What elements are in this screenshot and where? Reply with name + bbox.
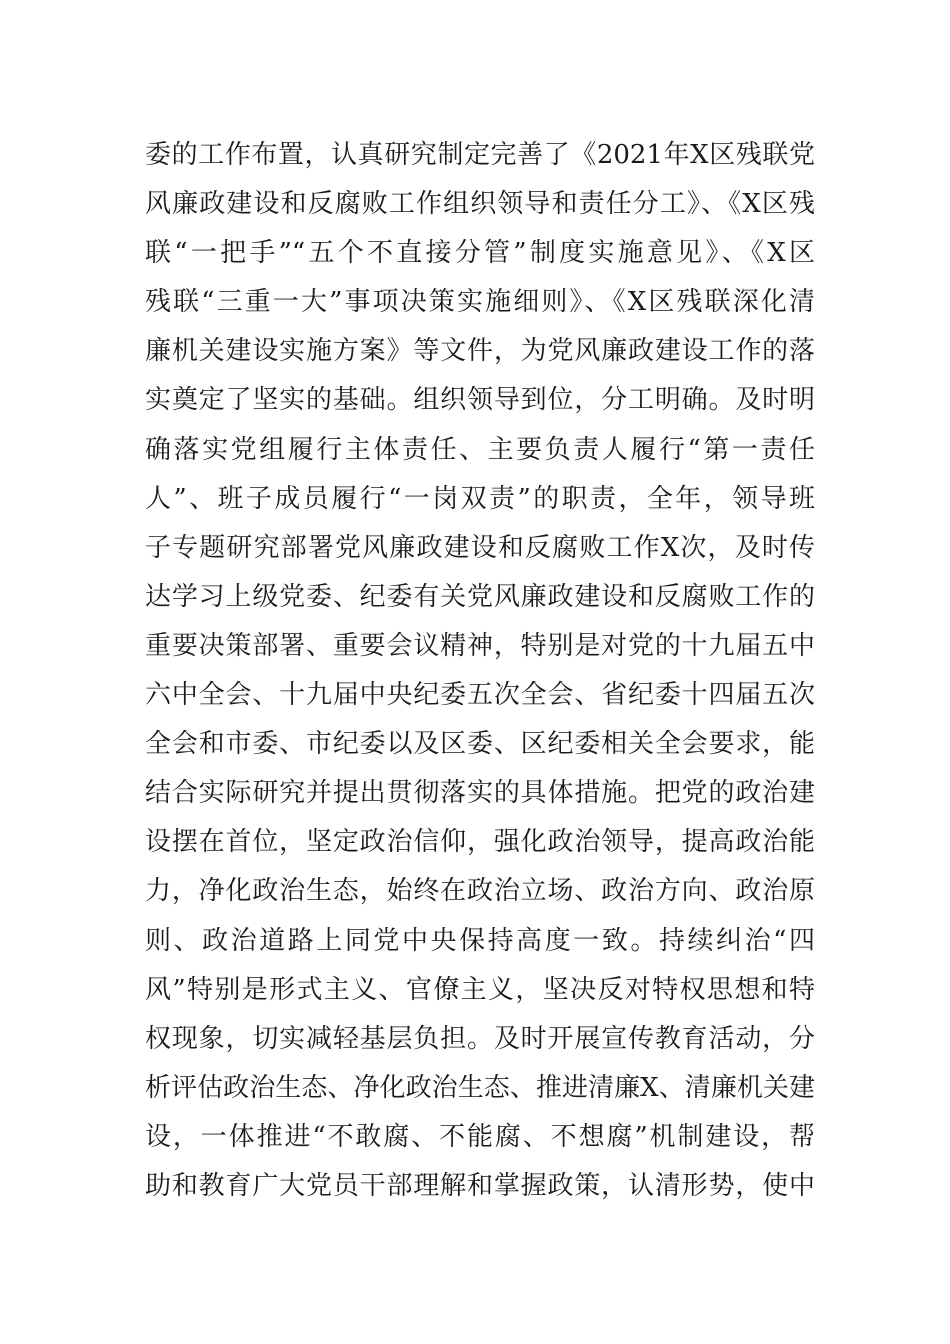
text-line: 权现象，切实减轻基层负担。及时开展宣传教育活动，分 — [145, 1023, 815, 1054]
body-paragraph — [145, 131, 815, 1211]
text-line: 设，一体推进“不敢腐、不能腐、不想腐”机制建设，帮 — [145, 1121, 815, 1152]
text-line: 设摆在首位，坚定政治信仰，强化政治领导，提高政治能 — [145, 827, 815, 858]
text-line: 达学习上级党委、纪委有关党风廉政建设和反腐败工作的 — [145, 581, 815, 612]
text-line: 重要决策部署、重要会议精神，特别是对党的十九届五中 — [145, 630, 815, 661]
text-line: 六中全会、十九届中央纪委五次全会、省纪委十四届五次 — [145, 680, 815, 711]
text-line: 委的工作布置，认真研究制定完善了《2021年X区残联党 — [145, 140, 815, 170]
text-line: 联“一把手”“五个不直接分管”制度实施意见》、《X区 — [145, 238, 815, 269]
text-line: 实奠定了坚实的基础。组织领导到位，分工明确。及时明 — [145, 385, 815, 416]
text-line: 力，净化政治生态，始终在政治立场、政治方向、政治原 — [145, 876, 815, 907]
text-line: 则、政治道路上同党中央保持高度一致。持续纠治“四 — [145, 925, 815, 956]
text-line: 子专题研究部署党风廉政建设和反腐败工作X次，及时传 — [145, 532, 815, 563]
text-line: 确落实党组履行主体责任、主要负责人履行“第一责任 — [145, 434, 815, 465]
text-line: 风廉政建设和反腐败工作组织领导和责任分工》、《X区残 — [145, 189, 815, 220]
text-line: 风”特别是形式主义、官僚主义，坚决反对特权思想和特 — [145, 974, 815, 1005]
text-line: 析评估政治生态、净化政治生态、推进清廉X、清廉机关建 — [145, 1072, 815, 1103]
text-line: 全会和市委、市纪委以及区委、区纪委相关全会要求，能 — [145, 729, 815, 760]
text-line: 结合实际研究并提出贯彻落实的具体措施。把党的政治建 — [145, 778, 815, 809]
text-line: 人”、班子成员履行“一岗双责”的职责，全年，领导班 — [145, 483, 815, 514]
text-line: 助和教育广大党员干部理解和掌握政策，认清形势，使中 — [145, 1170, 815, 1201]
text-line: 残联“三重一大”事项决策实施细则》、《X区残联深化清 — [145, 287, 815, 318]
text-line: 廉机关建设实施方案》等文件，为党风廉政建设工作的落 — [145, 336, 815, 367]
